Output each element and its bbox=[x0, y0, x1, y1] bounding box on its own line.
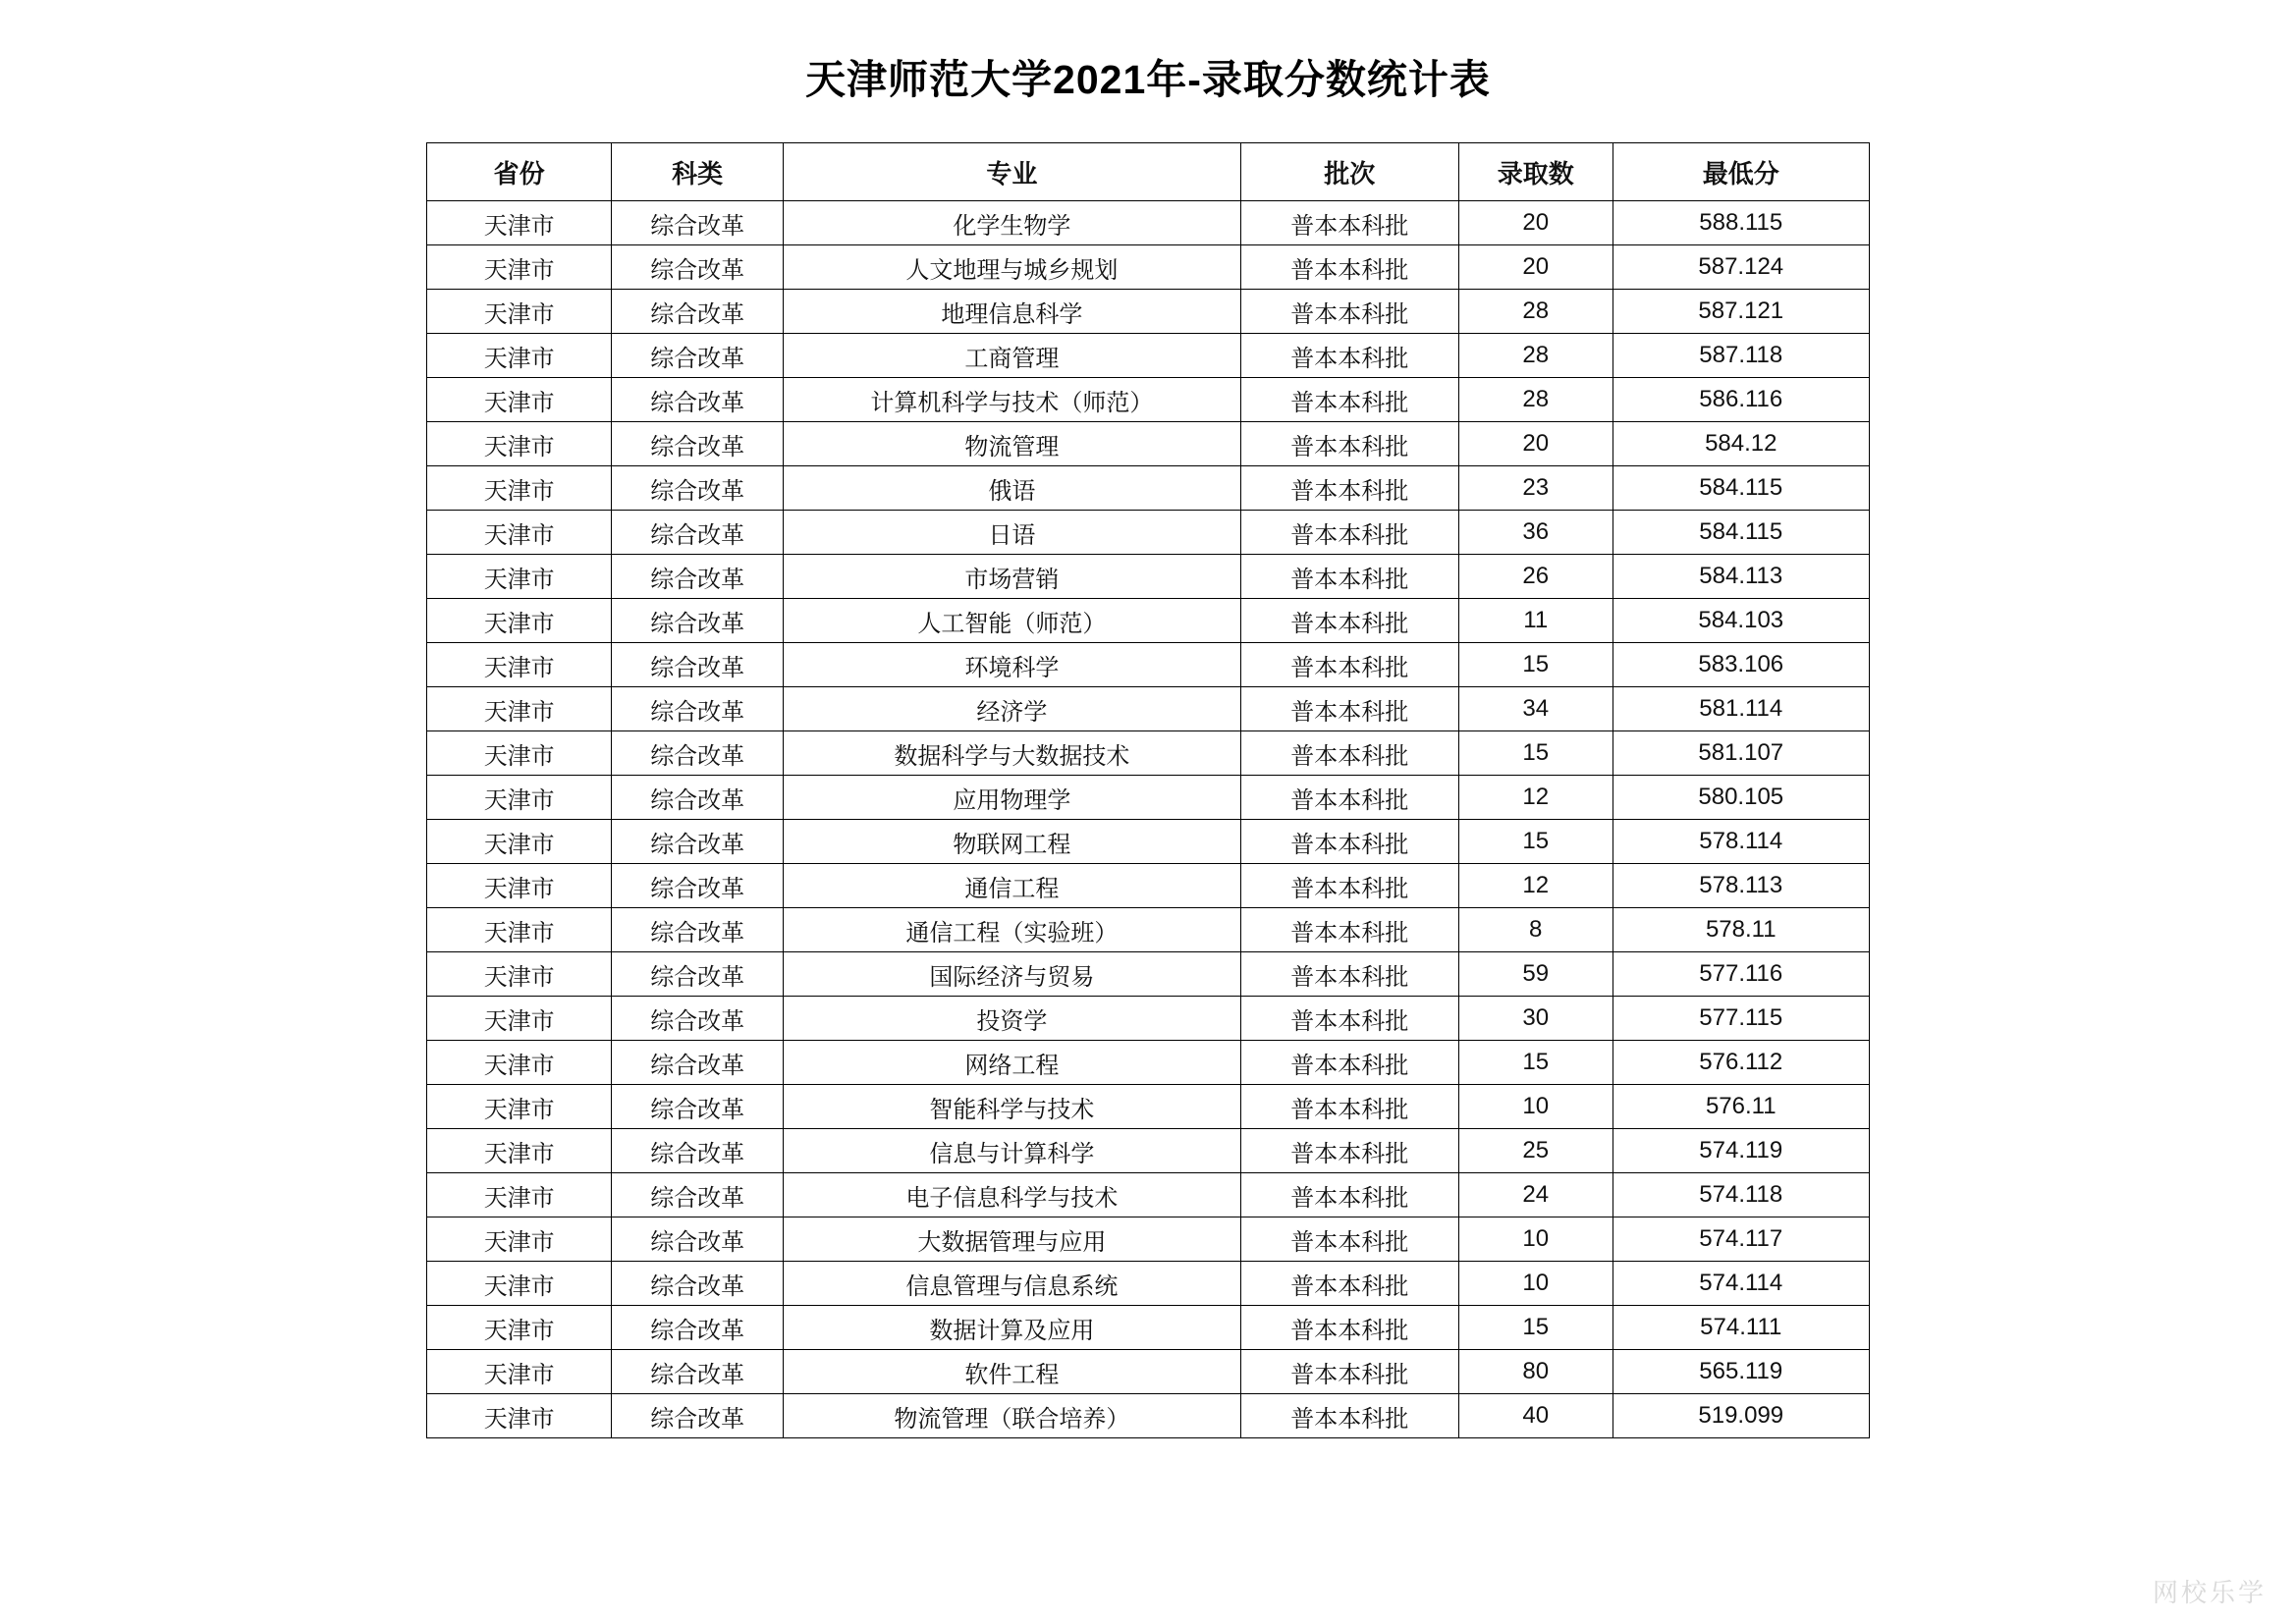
cell-category: 综合改革 bbox=[612, 1173, 784, 1217]
cell-major: 电子信息科学与技术 bbox=[784, 1173, 1241, 1217]
cell-batch: 普本本科批 bbox=[1240, 599, 1458, 643]
cell-major: 物流管理（联合培养） bbox=[784, 1394, 1241, 1438]
cell-major: 俄语 bbox=[784, 466, 1241, 511]
cell-category: 综合改革 bbox=[612, 1394, 784, 1438]
cell-major: 工商管理 bbox=[784, 334, 1241, 378]
cell-major: 市场营销 bbox=[784, 555, 1241, 599]
cell-admitted-count: 28 bbox=[1458, 334, 1613, 378]
cell-admitted-count: 24 bbox=[1458, 1173, 1613, 1217]
cell-admitted-count: 80 bbox=[1458, 1350, 1613, 1394]
cell-admitted-count: 11 bbox=[1458, 599, 1613, 643]
cell-min-score: 577.116 bbox=[1613, 952, 1869, 997]
cell-batch: 普本本科批 bbox=[1240, 334, 1458, 378]
cell-category: 综合改革 bbox=[612, 1306, 784, 1350]
cell-major: 信息与计算科学 bbox=[784, 1129, 1241, 1173]
cell-category: 综合改革 bbox=[612, 555, 784, 599]
cell-province: 天津市 bbox=[427, 201, 612, 245]
cell-min-score: 574.111 bbox=[1613, 1306, 1869, 1350]
cell-category: 综合改革 bbox=[612, 466, 784, 511]
cell-category: 综合改革 bbox=[612, 599, 784, 643]
cell-min-score: 578.11 bbox=[1613, 908, 1869, 952]
cell-category: 综合改革 bbox=[612, 1085, 784, 1129]
cell-batch: 普本本科批 bbox=[1240, 731, 1458, 776]
cell-major: 计算机科学与技术（师范） bbox=[784, 378, 1241, 422]
cell-admitted-count: 28 bbox=[1458, 290, 1613, 334]
cell-min-score: 576.11 bbox=[1613, 1085, 1869, 1129]
cell-province: 天津市 bbox=[427, 422, 612, 466]
cell-major: 日语 bbox=[784, 511, 1241, 555]
cell-batch: 普本本科批 bbox=[1240, 1129, 1458, 1173]
cell-min-score: 584.115 bbox=[1613, 466, 1869, 511]
table-row bbox=[427, 1306, 1870, 1350]
cell-min-score: 584.115 bbox=[1613, 511, 1869, 555]
cell-province: 天津市 bbox=[427, 290, 612, 334]
cell-major: 数据科学与大数据技术 bbox=[784, 731, 1241, 776]
cell-admitted-count: 12 bbox=[1458, 864, 1613, 908]
table-row bbox=[427, 1394, 1870, 1438]
column-header-category: 科类 bbox=[612, 143, 784, 201]
cell-major: 通信工程（实验班） bbox=[784, 908, 1241, 952]
table-header bbox=[427, 143, 1870, 201]
cell-category: 综合改革 bbox=[612, 820, 784, 864]
column-header-batch: 批次 bbox=[1240, 143, 1458, 201]
cell-batch: 普本本科批 bbox=[1240, 1217, 1458, 1262]
cell-province: 天津市 bbox=[427, 1217, 612, 1262]
cell-category: 综合改革 bbox=[612, 643, 784, 687]
table-row bbox=[427, 466, 1870, 511]
cell-min-score: 565.119 bbox=[1613, 1350, 1869, 1394]
cell-province: 天津市 bbox=[427, 1306, 612, 1350]
cell-batch: 普本本科批 bbox=[1240, 1394, 1458, 1438]
cell-category: 综合改革 bbox=[612, 245, 784, 290]
cell-min-score: 578.114 bbox=[1613, 820, 1869, 864]
cell-min-score: 576.112 bbox=[1613, 1041, 1869, 1085]
cell-batch: 普本本科批 bbox=[1240, 1041, 1458, 1085]
table-row bbox=[427, 245, 1870, 290]
cell-admitted-count: 15 bbox=[1458, 731, 1613, 776]
cell-batch: 普本本科批 bbox=[1240, 201, 1458, 245]
cell-major: 智能科学与技术 bbox=[784, 1085, 1241, 1129]
table-row bbox=[427, 997, 1870, 1041]
cell-min-score: 583.106 bbox=[1613, 643, 1869, 687]
cell-province: 天津市 bbox=[427, 776, 612, 820]
table-row bbox=[427, 1173, 1870, 1217]
table-row bbox=[427, 599, 1870, 643]
column-header-admitted-count: 录取数 bbox=[1458, 143, 1613, 201]
cell-category: 综合改革 bbox=[612, 1129, 784, 1173]
cell-batch: 普本本科批 bbox=[1240, 245, 1458, 290]
table-header-row bbox=[427, 143, 1870, 201]
cell-category: 综合改革 bbox=[612, 997, 784, 1041]
cell-province: 天津市 bbox=[427, 1350, 612, 1394]
table-row bbox=[427, 378, 1870, 422]
table-row bbox=[427, 1350, 1870, 1394]
cell-province: 天津市 bbox=[427, 555, 612, 599]
cell-admitted-count: 20 bbox=[1458, 422, 1613, 466]
cell-admitted-count: 15 bbox=[1458, 820, 1613, 864]
cell-batch: 普本本科批 bbox=[1240, 1173, 1458, 1217]
cell-batch: 普本本科批 bbox=[1240, 555, 1458, 599]
cell-province: 天津市 bbox=[427, 1173, 612, 1217]
cell-major: 经济学 bbox=[784, 687, 1241, 731]
score-table-container bbox=[426, 142, 1870, 1438]
cell-major: 化学生物学 bbox=[784, 201, 1241, 245]
cell-province: 天津市 bbox=[427, 820, 612, 864]
cell-min-score: 574.119 bbox=[1613, 1129, 1869, 1173]
cell-major: 环境科学 bbox=[784, 643, 1241, 687]
table-row bbox=[427, 1262, 1870, 1306]
cell-min-score: 577.115 bbox=[1613, 997, 1869, 1041]
cell-category: 综合改革 bbox=[612, 864, 784, 908]
cell-category: 综合改革 bbox=[612, 952, 784, 997]
cell-batch: 普本本科批 bbox=[1240, 1085, 1458, 1129]
cell-min-score: 584.113 bbox=[1613, 555, 1869, 599]
cell-batch: 普本本科批 bbox=[1240, 511, 1458, 555]
cell-category: 综合改革 bbox=[612, 908, 784, 952]
cell-admitted-count: 15 bbox=[1458, 643, 1613, 687]
cell-province: 天津市 bbox=[427, 997, 612, 1041]
cell-min-score: 587.118 bbox=[1613, 334, 1869, 378]
cell-batch: 普本本科批 bbox=[1240, 466, 1458, 511]
cell-admitted-count: 40 bbox=[1458, 1394, 1613, 1438]
table-row bbox=[427, 1129, 1870, 1173]
cell-major: 物联网工程 bbox=[784, 820, 1241, 864]
cell-batch: 普本本科批 bbox=[1240, 908, 1458, 952]
cell-admitted-count: 20 bbox=[1458, 201, 1613, 245]
cell-category: 综合改革 bbox=[612, 1262, 784, 1306]
cell-category: 综合改革 bbox=[612, 731, 784, 776]
cell-batch: 普本本科批 bbox=[1240, 378, 1458, 422]
cell-batch: 普本本科批 bbox=[1240, 422, 1458, 466]
cell-category: 综合改革 bbox=[612, 776, 784, 820]
cell-min-score: 574.117 bbox=[1613, 1217, 1869, 1262]
cell-batch: 普本本科批 bbox=[1240, 952, 1458, 997]
cell-batch: 普本本科批 bbox=[1240, 1350, 1458, 1394]
cell-admitted-count: 36 bbox=[1458, 511, 1613, 555]
cell-admitted-count: 30 bbox=[1458, 997, 1613, 1041]
cell-admitted-count: 28 bbox=[1458, 378, 1613, 422]
cell-min-score: 580.105 bbox=[1613, 776, 1869, 820]
column-header-min-score: 最低分 bbox=[1613, 143, 1869, 201]
cell-major: 物流管理 bbox=[784, 422, 1241, 466]
cell-batch: 普本本科批 bbox=[1240, 1262, 1458, 1306]
cell-min-score: 581.114 bbox=[1613, 687, 1869, 731]
cell-province: 天津市 bbox=[427, 864, 612, 908]
cell-admitted-count: 25 bbox=[1458, 1129, 1613, 1173]
table-body bbox=[427, 201, 1870, 1438]
cell-category: 综合改革 bbox=[612, 1217, 784, 1262]
cell-min-score: 574.118 bbox=[1613, 1173, 1869, 1217]
page-title: 天津师范大学2021年-录取分数统计表 bbox=[805, 57, 1491, 102]
admission-score-table bbox=[426, 142, 1870, 1438]
cell-category: 综合改革 bbox=[612, 290, 784, 334]
cell-admitted-count: 10 bbox=[1458, 1262, 1613, 1306]
table-row bbox=[427, 687, 1870, 731]
cell-major: 地理信息科学 bbox=[784, 290, 1241, 334]
watermark: 网校乐学 bbox=[2152, 1578, 2267, 1607]
cell-batch: 普本本科批 bbox=[1240, 776, 1458, 820]
cell-batch: 普本本科批 bbox=[1240, 864, 1458, 908]
cell-admitted-count: 34 bbox=[1458, 687, 1613, 731]
cell-province: 天津市 bbox=[427, 687, 612, 731]
cell-major: 网络工程 bbox=[784, 1041, 1241, 1085]
cell-province: 天津市 bbox=[427, 1129, 612, 1173]
cell-admitted-count: 15 bbox=[1458, 1306, 1613, 1350]
cell-province: 天津市 bbox=[427, 1085, 612, 1129]
cell-major: 信息管理与信息系统 bbox=[784, 1262, 1241, 1306]
cell-batch: 普本本科批 bbox=[1240, 687, 1458, 731]
cell-min-score: 584.12 bbox=[1613, 422, 1869, 466]
cell-admitted-count: 12 bbox=[1458, 776, 1613, 820]
cell-admitted-count: 15 bbox=[1458, 1041, 1613, 1085]
cell-admitted-count: 10 bbox=[1458, 1085, 1613, 1129]
table-row bbox=[427, 908, 1870, 952]
table-row bbox=[427, 952, 1870, 997]
column-header-major: 专业 bbox=[784, 143, 1241, 201]
cell-category: 综合改革 bbox=[612, 201, 784, 245]
cell-province: 天津市 bbox=[427, 511, 612, 555]
cell-major: 投资学 bbox=[784, 997, 1241, 1041]
cell-admitted-count: 23 bbox=[1458, 466, 1613, 511]
cell-province: 天津市 bbox=[427, 731, 612, 776]
table-row bbox=[427, 643, 1870, 687]
cell-batch: 普本本科批 bbox=[1240, 997, 1458, 1041]
table-row bbox=[427, 864, 1870, 908]
cell-province: 天津市 bbox=[427, 908, 612, 952]
table-row bbox=[427, 776, 1870, 820]
cell-province: 天津市 bbox=[427, 643, 612, 687]
cell-major: 国际经济与贸易 bbox=[784, 952, 1241, 997]
table-row bbox=[427, 201, 1870, 245]
cell-province: 天津市 bbox=[427, 1041, 612, 1085]
cell-batch: 普本本科批 bbox=[1240, 290, 1458, 334]
cell-min-score: 587.124 bbox=[1613, 245, 1869, 290]
cell-major: 应用物理学 bbox=[784, 776, 1241, 820]
cell-min-score: 584.103 bbox=[1613, 599, 1869, 643]
cell-category: 综合改革 bbox=[612, 511, 784, 555]
table-row bbox=[427, 1085, 1870, 1129]
cell-province: 天津市 bbox=[427, 1394, 612, 1438]
cell-category: 综合改革 bbox=[612, 1041, 784, 1085]
cell-province: 天津市 bbox=[427, 245, 612, 290]
cell-admitted-count: 59 bbox=[1458, 952, 1613, 997]
cell-admitted-count: 20 bbox=[1458, 245, 1613, 290]
column-header-province: 省份 bbox=[427, 143, 612, 201]
cell-category: 综合改革 bbox=[612, 334, 784, 378]
cell-major: 人文地理与城乡规划 bbox=[784, 245, 1241, 290]
cell-min-score: 574.114 bbox=[1613, 1262, 1869, 1306]
cell-category: 综合改革 bbox=[612, 378, 784, 422]
cell-province: 天津市 bbox=[427, 334, 612, 378]
cell-batch: 普本本科批 bbox=[1240, 820, 1458, 864]
table-row bbox=[427, 511, 1870, 555]
cell-batch: 普本本科批 bbox=[1240, 643, 1458, 687]
cell-admitted-count: 10 bbox=[1458, 1217, 1613, 1262]
table-row bbox=[427, 422, 1870, 466]
cell-province: 天津市 bbox=[427, 378, 612, 422]
cell-min-score: 581.107 bbox=[1613, 731, 1869, 776]
cell-min-score: 519.099 bbox=[1613, 1394, 1869, 1438]
cell-min-score: 586.116 bbox=[1613, 378, 1869, 422]
cell-major: 软件工程 bbox=[784, 1350, 1241, 1394]
cell-admitted-count: 26 bbox=[1458, 555, 1613, 599]
cell-major: 人工智能（师范） bbox=[784, 599, 1241, 643]
cell-province: 天津市 bbox=[427, 952, 612, 997]
cell-min-score: 587.121 bbox=[1613, 290, 1869, 334]
table-row bbox=[427, 1217, 1870, 1262]
cell-major: 大数据管理与应用 bbox=[784, 1217, 1241, 1262]
cell-province: 天津市 bbox=[427, 466, 612, 511]
table-row bbox=[427, 334, 1870, 378]
cell-province: 天津市 bbox=[427, 599, 612, 643]
cell-min-score: 588.115 bbox=[1613, 201, 1869, 245]
cell-major: 数据计算及应用 bbox=[784, 1306, 1241, 1350]
cell-admitted-count: 8 bbox=[1458, 908, 1613, 952]
table-row bbox=[427, 555, 1870, 599]
table-row bbox=[427, 290, 1870, 334]
cell-category: 综合改革 bbox=[612, 687, 784, 731]
cell-category: 综合改革 bbox=[612, 422, 784, 466]
cell-major: 通信工程 bbox=[784, 864, 1241, 908]
cell-province: 天津市 bbox=[427, 1262, 612, 1306]
cell-batch: 普本本科批 bbox=[1240, 1306, 1458, 1350]
table-row bbox=[427, 1041, 1870, 1085]
table-row bbox=[427, 731, 1870, 776]
cell-min-score: 578.113 bbox=[1613, 864, 1869, 908]
cell-category: 综合改革 bbox=[612, 1350, 784, 1394]
table-row bbox=[427, 820, 1870, 864]
